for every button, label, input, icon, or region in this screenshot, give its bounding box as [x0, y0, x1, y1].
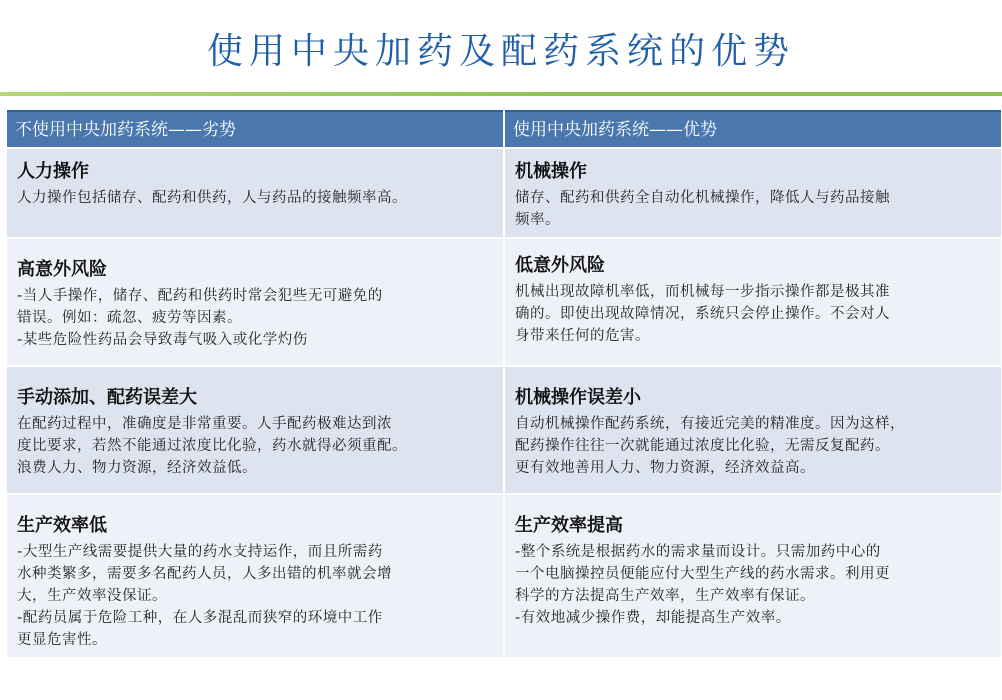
- cell-large-error: [7, 367, 503, 493]
- cell-text: 更有效地善用人力、物力资源，经济效益高。: [515, 460, 815, 476]
- page-title: 使用中央加药及配药系统的优势: [206, 31, 795, 72]
- cell-title: 高意外风险: [17, 259, 107, 280]
- cell-text: -有效地减少操作费，却能提高生产效率。: [515, 610, 791, 626]
- cell-text: 机械出现故障机率低，而机械每一步指示操作都是极其准: [515, 284, 890, 300]
- cell-high-efficiency: [505, 495, 1001, 657]
- cell-text: 频率。: [515, 212, 560, 228]
- header-disadvantages: 不使用中央加药系统——劣势: [7, 110, 503, 147]
- cell-text: 水种类繁多，需要多名配药人员，人多出错的机率就会增: [17, 566, 392, 582]
- cell-title: 机械操作误差小: [515, 387, 641, 408]
- cell-title: 机械操作: [515, 161, 587, 182]
- cell-text: -配药员属于危险工种，在人多混乱而狭窄的环境中工作: [17, 610, 383, 626]
- cell-text: -某些危险性药品会导致毒气吸入或化学灼伤: [17, 332, 308, 348]
- header-advantages: 使用中央加药系统——优势: [505, 110, 1001, 147]
- cell-mechanical-operation: [505, 149, 1001, 237]
- comparison-table: [7, 110, 999, 656]
- cell-text: 确的。即使出现故障情况，系统只会停止操作。不会对人: [515, 306, 890, 322]
- cell-text: -大型生产线需要提供大量的药水支持运作，而且所需药: [17, 544, 383, 560]
- cell-text: 浪费人力、物力资源，经济效益低。: [17, 460, 257, 476]
- cell-title: 生产效率提高: [515, 515, 623, 536]
- cell-title: 人力操作: [17, 161, 89, 182]
- cell-low-risk: [505, 239, 1001, 365]
- cell-manual-operation: [7, 149, 503, 237]
- cell-low-efficiency: [7, 495, 503, 657]
- cell-text: 在配药过程中，准确度是非常重要。人手配药极难达到浓: [17, 416, 392, 432]
- cell-text: 配药操作往往一次就能通过浓度比化验，无需反复配药。: [515, 438, 890, 454]
- cell-title: 手动添加、配药误差大: [17, 387, 197, 408]
- cell-text: 度比要求，若然不能通过浓度比化验，药水就得必须重配。: [17, 438, 407, 454]
- cell-text: -当人手操作，储存、配药和供药时常会犯些无可避免的: [17, 288, 383, 304]
- cell-text: 一个电脑操控员便能应付大型生产线的药水需求。利用更: [515, 566, 890, 582]
- cell-text: 自动机械操作配药系统，有接近完美的精准度。因为这样，: [515, 416, 905, 432]
- cell-title: 低意外风险: [515, 255, 605, 276]
- cell-text: 身带来任何的危害。: [515, 328, 650, 344]
- cell-text: 人力操作包括储存、配药和供药，人与药品的接触频率高。: [17, 190, 407, 206]
- cell-text: -整个系统是根据药水的需求量而设计。只需加药中心的: [515, 544, 881, 560]
- cell-high-risk: [7, 239, 503, 365]
- cell-text: 大，生产效率没保证。: [17, 588, 167, 604]
- cell-text: 更显危害性。: [17, 632, 107, 648]
- cell-text: 错误。例如：疏忽、疲劳等因素。: [17, 310, 242, 326]
- title-underline: [0, 92, 1002, 96]
- cell-small-error: [505, 367, 1001, 493]
- cell-text: 科学的方法提高生产效率，生产效率有保证。: [515, 588, 815, 604]
- cell-title: 生产效率低: [17, 515, 107, 536]
- cell-text: 储存、配药和供药全自动化机械操作，降低人与药品接触: [515, 190, 890, 206]
